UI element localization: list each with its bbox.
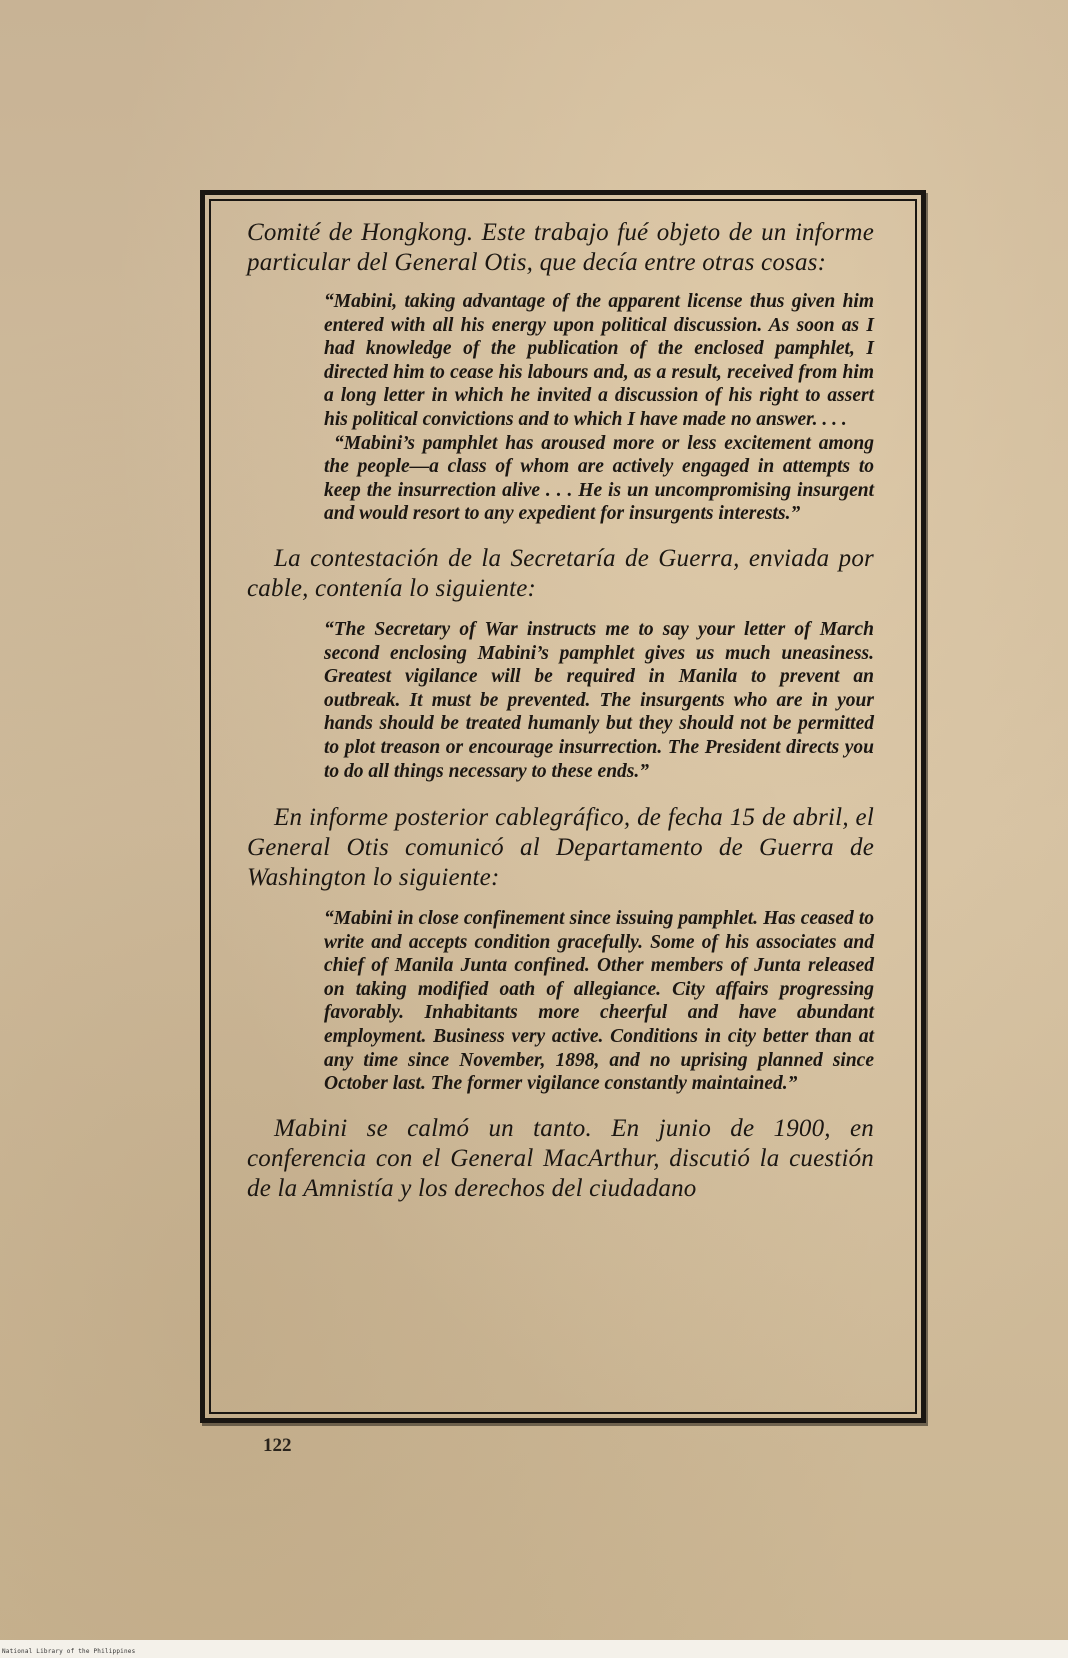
footer-strip — [0, 1640, 1068, 1658]
paragraph-3: En informe posterior cablegráfico, de fecha 15 de abril, el General Otis comunicó al Departamento de Guerra de Washington lo siguiente: — [247, 804, 874, 892]
quote-otis-report — [324, 290, 874, 526]
quote-1-part-2: “Mabini’s pamphlet has aroused more or less excitement among the people—a class of whom are actively engaged in attempts to keep the insurrection alive . . . He is un uncompromising insurgent and would resort to any expedient for insurgents interests.” — [324, 432, 874, 525]
quote-secretary-of-war — [324, 618, 874, 783]
page-number: 122 — [263, 1435, 292, 1456]
text-block — [247, 218, 874, 1204]
paragraph-1: Comité de Hongkong. Este trabajo fué objeto de un informe particular del General Otis, que decía entre otras cosas: — [247, 219, 874, 276]
paragraph-2: La contestación de la Secretaría de Guerra, enviada por cable, contenía lo siguiente: — [247, 544, 874, 602]
quote-3-part-1: “Mabini in close confinement since issuing pamphlet. Has ceased to write and accepts condition gracefully. Some of his associates and chief of Manila Junta confined. Other members of Junta released on taking modified oath of allegiance. City affairs progressing favorably. Inhabitants more cheerful and have abundant employment. Business very active. Conditions in city better than at any time since November, 1898, and no uprising planned since October last. The former vigilance constantly maintained.” — [324, 908, 874, 1095]
footer-credit: National Library of the Philippines — [2, 1648, 136, 1655]
paragraph-4: Mabini se calmó un tanto. En junio de 1900, en conferencia con el General MacArthur, discutió la cuestión de la Amnistía y los derechos del ciudadano — [247, 1114, 874, 1202]
quote-otis-cablegram — [324, 907, 874, 1096]
quote-2-part-1: “The Secretary of War instructs me to say your letter of March second enclosing Mabini’s pamphlet gives us much uneasiness. Greatest vigilance will be required in Manila to prevent an outbreak. It must be prevented. The insurgents who are in your hands should be treated humanly but they should not be permitted to plot treason or encourage insurrection. The President directs you to do all things necessary to these ends.” — [324, 618, 874, 782]
quote-1-part-1: “Mabini, taking advantage of the apparent license thus given him entered with all his energy upon political discussion. As soon as I had knowledge of the publication of the enclosed pamphlet, I directed him to cease his labours and, as a result, received from him a long letter in which he invited a discussion of his right to assert his political convictions and to which I have made no answer. . . . — [324, 291, 874, 430]
